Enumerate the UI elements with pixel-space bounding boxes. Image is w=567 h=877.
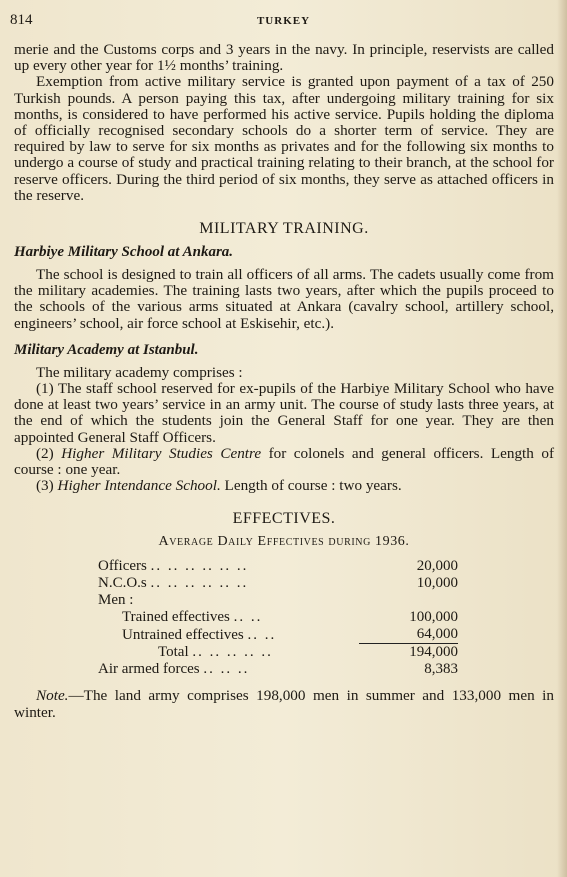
running-head: TURKEY [256, 15, 311, 27]
paragraph-harbiye: The school is designed to train all officers of all arms. The cadets usually come from the military academies. The training lasts two years, after which the pupils proceed to the schools of the various arms situated at Ankara (cavalry school, artillery school, engineers’ school, air force school at Eskisehir, etc.). [14, 266, 554, 332]
paragraph-exemption: Exemption from active military service is granted upon payment of a tax of 250 Turkish pounds. A person paying this tax, after undergoing military training for six months, is considered to have performed his active service. Pupils holding the diploma of officially recognised secondary schools do a shorter term of service. They are required by law to serve for six months as privates and for the following six months to undergo a course of study and practical training relating to their branch, at the school for reserve officers. During the third period of six months, they serve as attached officers in the reserve. [14, 73, 554, 204]
row-value: 64,000 [416, 626, 458, 643]
page-number: 814 [10, 12, 33, 28]
page-body [14, 42, 554, 721]
table-row-total [98, 644, 458, 662]
paragraph-academy-intro: The military academy comprises : [36, 363, 243, 381]
row-value: 20,000 [416, 558, 458, 575]
course-details: Length of course : two years. [220, 477, 402, 495]
leader-dots: .. .. [233, 609, 263, 626]
list-number: (2) [36, 444, 54, 462]
row-value: 8,383 [424, 661, 458, 678]
row-label: Trained effectives [122, 609, 230, 626]
table-row [98, 592, 458, 609]
table-row [98, 626, 458, 644]
leader-dots: .. .. .. .. .. .. [150, 558, 249, 575]
table-row [98, 575, 458, 592]
row-label: Untrained effectives [122, 626, 244, 643]
section-heading-effectives: EFFECTIVES. [232, 510, 336, 528]
course-details: for colonels and general officers. Length of course : one year. [14, 444, 554, 479]
effectives-table [98, 558, 458, 678]
row-label: N.C.O.s [98, 575, 147, 592]
table-title: Average Daily Effectives during 1936. [158, 534, 410, 550]
row-label: Air armed forces [98, 661, 200, 678]
section-heading-military-training: MILITARY TRAINING. [199, 220, 369, 238]
course-name: Higher Intendance School. [57, 477, 221, 495]
page-header [10, 12, 557, 32]
row-value: 100,000 [409, 609, 458, 626]
row-value: 10,000 [416, 575, 458, 592]
note-label: Note. [36, 687, 69, 705]
list-item-higher-studies [14, 446, 554, 478]
row-value: 194,000 [359, 644, 458, 662]
row-label: Officers [98, 558, 147, 575]
table-row [98, 661, 458, 678]
leader-dots: .. .. [247, 626, 277, 643]
subheading-academy: Military Academy at Istanbul. [14, 341, 199, 358]
leader-dots: .. .. .. .. .. [192, 644, 273, 661]
page-spine-shadow [557, 0, 567, 877]
list-number: (3) [36, 477, 54, 495]
paragraph-continuation: merie and the Customs corps and 3 years in the navy. In principle, reservists are called up every other year for 1½ months’ training. [14, 41, 554, 75]
row-label: Men : [98, 592, 134, 609]
leader-dots: .. .. .. [203, 661, 250, 678]
note-text: —The land army comprises 198,000 men in summer and 133,000 men in winter. [14, 687, 554, 721]
row-label: Total [158, 644, 189, 661]
list-item-staff-school: (1) The staff school reserved for ex-pupils of the Harbiye Military School who have done at least two years’ service in an army unit. The course of study lasts three years, at the end of which the students join the General Staff for one year. They are then appointed General Staff Officers. [14, 380, 554, 446]
table-row [98, 609, 458, 626]
leader-dots: .. .. .. .. .. .. [150, 575, 249, 592]
course-name: Higher Military Studies Centre [61, 444, 262, 462]
list-item-intendance [14, 478, 554, 494]
note-paragraph [14, 688, 554, 720]
subheading-harbiye: Harbiye Military School at Ankara. [14, 244, 234, 261]
table-row [98, 558, 458, 575]
